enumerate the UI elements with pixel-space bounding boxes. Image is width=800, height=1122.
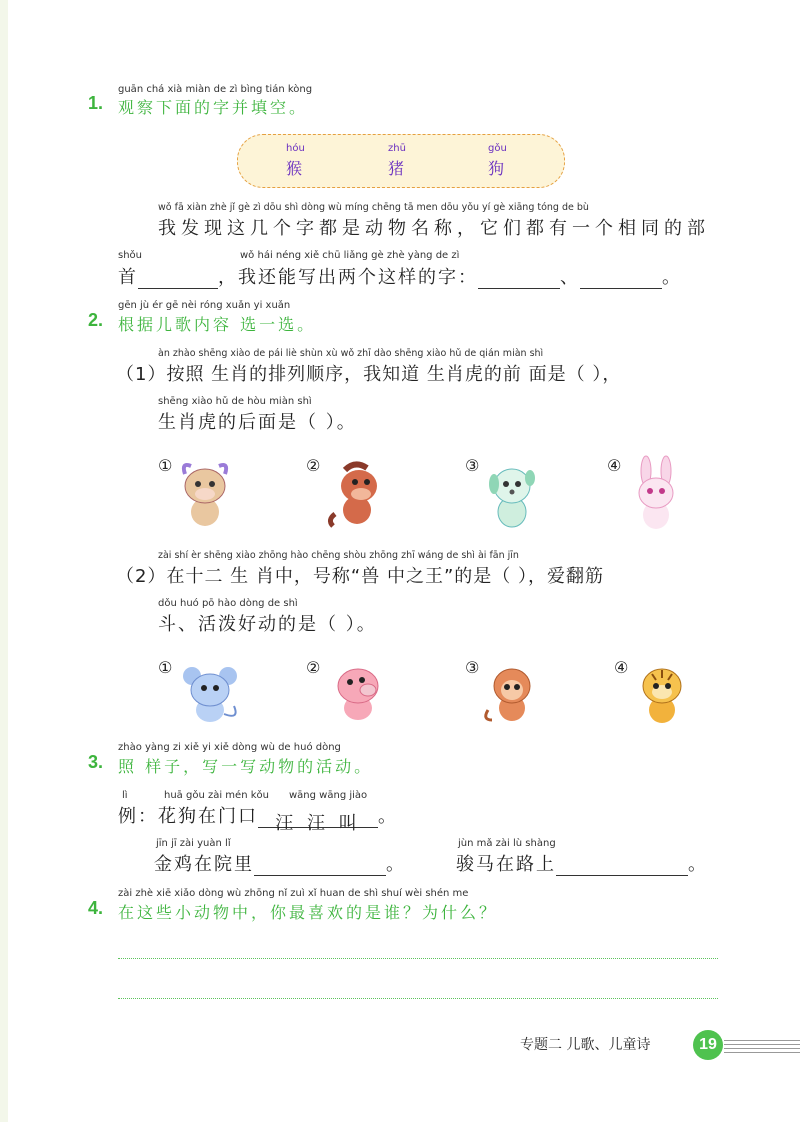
- answer-blank-golden-rooster[interactable]: [254, 857, 386, 876]
- pill-char-1: 猴: [286, 159, 303, 178]
- q3-l2-end: 。: [688, 854, 708, 875]
- q2-p1b: 生肖虎的后面是（ ）。: [158, 412, 357, 433]
- dog-illustration: [482, 460, 542, 532]
- q3-title: 照 样子，写一写动物的活动。: [118, 757, 374, 776]
- q3-l2-text: 骏马在路上: [456, 854, 556, 875]
- q2-p1: （1）按照 生肖的排列顺序，我知道 生肖虎的前 面是（ ），: [116, 364, 622, 385]
- answer-blank-radical[interactable]: [138, 270, 218, 289]
- q3-example-end: 。: [378, 806, 398, 827]
- q1-line2-b: ，我还能写出两个这样的字：: [218, 267, 478, 288]
- footer-rule-4: [724, 1052, 800, 1053]
- q4-number: 4.: [88, 898, 104, 918]
- q1-line2-end: 。: [662, 267, 682, 288]
- q1-title: 观察下面的字并填空。: [118, 98, 309, 117]
- q3-example-text: 例：花狗在门口: [118, 806, 258, 827]
- q3-example-pinyin-c: wāng wāng jiào: [289, 790, 368, 801]
- q3-example-pinyin-a: lì: [122, 790, 128, 801]
- monkey-illustration: [482, 660, 544, 724]
- q3-example: [118, 802, 398, 834]
- option-4-marker-b: ④: [614, 658, 629, 677]
- q3-example-answer: 汪 汪 叫: [258, 809, 378, 828]
- character-box: [237, 134, 565, 188]
- horse-illustration: [325, 460, 385, 530]
- q1-line1-pinyin: wǒ fā xiàn zhè jǐ gè zì dōu shì dòng wù míng chēng tā men dōu yǒu yí gè xiāng tóng de bù: [158, 202, 589, 213]
- q1-line2-sep: 、: [560, 267, 580, 288]
- pill-pinyin-2: zhū: [388, 143, 406, 154]
- page-margin-bar: [0, 0, 8, 1122]
- q2-p1-pinyin: àn zhào shēng xiào de pái liè shùn xù wǒ zhī dào shēng xiào hǔ de qián miàn shì: [158, 348, 544, 359]
- q3-number: 3.: [88, 752, 104, 772]
- pill-char-2: 猪: [388, 159, 405, 178]
- answer-blank-horse[interactable]: [556, 857, 688, 876]
- option-4-marker: ④: [607, 456, 622, 475]
- q2-number: 2.: [88, 310, 104, 330]
- option-3-marker: ③: [465, 456, 480, 475]
- q1-line2-pinyin-b: wǒ hái néng xiě chū liǎng gè zhè yàng de zì: [240, 250, 460, 261]
- mouse-illustration: [182, 662, 244, 724]
- q1-pinyin: guān chá xià miàn de zì bìng tián kòng: [118, 84, 313, 95]
- q3-l1-text: 金鸡在院里: [154, 854, 254, 875]
- pill-pinyin-1: hóu: [286, 143, 305, 154]
- pill-char-3: 狗: [488, 159, 505, 178]
- q2-p1b-pinyin: shēng xiào hǔ de hòu miàn shì: [158, 396, 312, 407]
- answer-blank-char-1[interactable]: [478, 270, 560, 289]
- q2-title: 根据儿歌内容 选一选。: [118, 315, 317, 334]
- ox-illustration: [175, 460, 235, 530]
- option-1-marker: ①: [158, 456, 173, 475]
- footer-rule-3: [724, 1048, 800, 1049]
- option-3-marker-b: ③: [465, 658, 480, 677]
- rabbit-illustration: [628, 455, 684, 533]
- option-1-marker-b: ①: [158, 658, 173, 677]
- q2-p2b: 斗、活泼好动的是（ ）。: [158, 614, 377, 635]
- pill-pinyin-3: gǒu: [488, 143, 507, 154]
- answer-blank-char-2[interactable]: [580, 270, 662, 289]
- q3-l1-pinyin: jīn jī zài yuàn lǐ: [156, 838, 231, 849]
- answer-line-1[interactable]: [118, 958, 718, 959]
- tiger-illustration: [634, 660, 690, 726]
- option-2-marker: ②: [306, 456, 321, 475]
- q1-line2-a: 首: [118, 267, 138, 288]
- q1-number: 1.: [88, 93, 104, 113]
- q2-pinyin: gēn jù ér gē nèi róng xuǎn yi xuǎn: [118, 300, 291, 311]
- q3-pinyin: zhào yàng zi xiě yi xiě dòng wù de huó dòng: [118, 742, 341, 753]
- q2-p2: （2）在十二 生 肖中，号称“兽 中之王”的是（ ），爱翻筋: [116, 566, 604, 587]
- q3-l2-pinyin: jùn mǎ zài lù shàng: [458, 838, 556, 849]
- answer-line-2[interactable]: [118, 998, 718, 999]
- q2-p2-pinyin: zài shí èr shēng xiào zhōng hào chēng shòu zhōng zhī wáng de shì ài fān jīn: [158, 550, 519, 561]
- q1-line1: 我发现这几个字都是动物名称，它们都有一个相同的部: [158, 218, 710, 239]
- pig-illustration: [328, 660, 390, 722]
- footer-rule-1: [724, 1040, 800, 1041]
- q3-l2: [456, 850, 708, 876]
- footer-rule-2: [724, 1044, 800, 1045]
- q3-l1: [154, 850, 406, 876]
- page-number: 19: [693, 1030, 723, 1060]
- q3-example-pinyin-b: huā gǒu zài mén kǒu: [164, 790, 269, 801]
- q1-line2-pinyin-a: shǒu: [118, 250, 143, 261]
- q2-p2b-pinyin: dǒu huó pō hào dòng de shì: [158, 598, 298, 609]
- footer-section-title: 专题二 儿歌、儿童诗: [520, 1037, 651, 1053]
- option-2-marker-b: ②: [306, 658, 321, 677]
- q4-pinyin: zài zhè xiē xiǎo dòng wù zhōng nǐ zuì xǐ huan de shì shuí wèi shén me: [118, 888, 469, 899]
- q3-l1-end: 。: [386, 854, 406, 875]
- q4-title: 在这些小动物中，你最喜欢的是谁？为什么？: [118, 903, 499, 922]
- q1-line2: [118, 263, 682, 289]
